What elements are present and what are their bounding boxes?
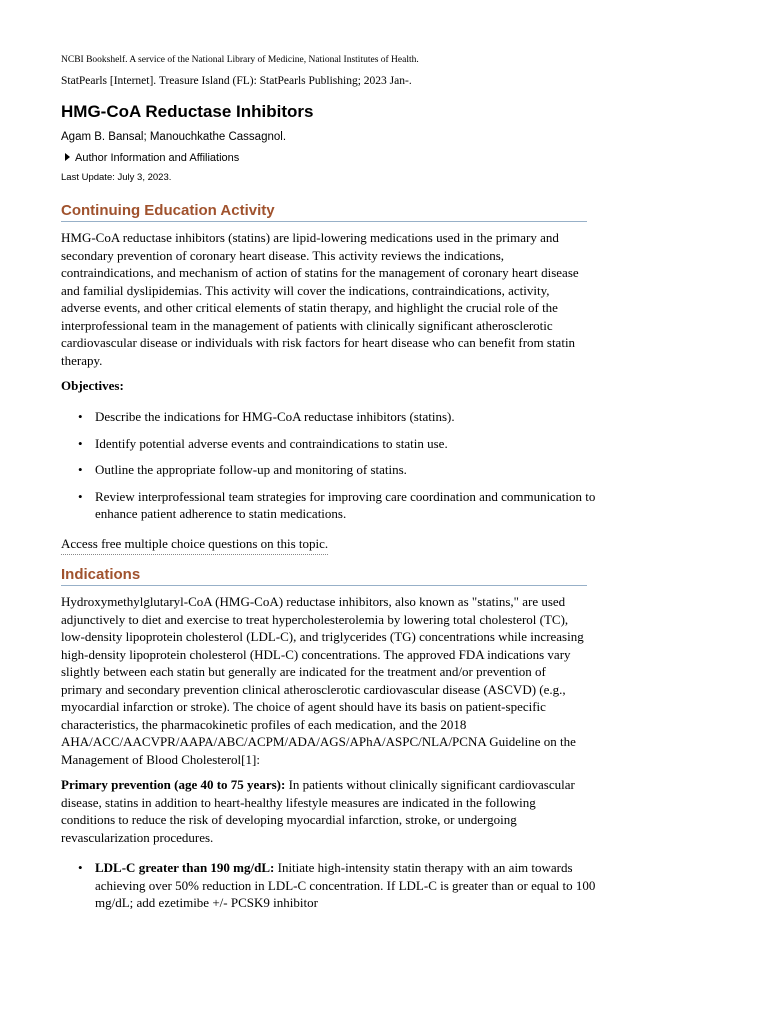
author-affiliations-toggle[interactable]: [65, 152, 239, 164]
list-item: • Review interprofessional team strategies for improving care coordination and communication to enhance patient adherence to statin medications.: [78, 488, 596, 521]
indications-paragraph: Hydroxymethylglutaryl-CoA (HMG-CoA) reductase inhibitors, also known as "statins," are used adjunctively to diet and exercise to treat hypercholesterolemia by lowering total cholesterol (TC), low-density lipoprotein cholesterol (LDL-C), and triglycerides (TG) concentrations while increasing high-density lipoprotein cholesterol (HDL-C) concentrations. The approved FDA indications vary slightly between each statin but generally are indicated for the treatment and/or prevention of primary and secondary prevention clinical atherosclerotic cardiovascular disease (ASCVD) (e.g., myocardial infarction or stroke). The choice of agent should have its basis on patient-specific characteristics, the pharmacokinetic profiles of each medication, and the 2018 AHA/ACC/AACVPR/AAPA/ABC/ACPM/ADA/AGS/APhA/ASPC/NLA/PCNA Guideline on the Management of Blood Cholesterol[1]:: [61, 594, 584, 767]
ldl-text: Initiate high-intensity statin therapy with an aim towards achieving over 50% reduction in LDL-C concentration. If LDL-C is greater than or equal to 100 mg/dL; add ezetimibe +/- PCSK9 inhibitor: [95, 860, 596, 910]
authors-line: Agam B. Bansal; Manouchkathe Cassagnol.: [61, 131, 287, 143]
objectives-label: Objectives:: [61, 378, 124, 393]
caret-right-icon: [65, 153, 70, 161]
section-heading-indications: Indications: [61, 566, 587, 586]
article-title: HMG-CoA Reductase Inhibitors: [61, 102, 314, 121]
bullet-icon: •: [78, 488, 83, 504]
primary-prevention-label: Primary prevention (age 40 to 75 years):: [61, 777, 286, 792]
bullet-icon: •: [78, 860, 83, 875]
affiliations-label: Author Information and Affiliations: [75, 152, 240, 164]
objectives-list: [61, 408, 621, 523]
list-item: [78, 859, 621, 912]
primary-prevention-text: In patients without clinically significant cardiovascular disease, statins in addition to heart-healthy lifestyle measures are indicated in the following conditions to reduce the risk of developing myocardial infarction, stroke, or undergoing revascularization procedures.: [61, 777, 575, 845]
bullet-icon: •: [78, 435, 83, 451]
indications-list: [61, 859, 621, 912]
list-item: • Identify potential adverse events and contraindications to statin use.: [78, 435, 448, 451]
citation-line: StatPearls [Internet]. Treasure Island (FL): StatPearls Publishing; 2023 Jan-.: [61, 75, 412, 87]
section-heading-continuing-education: Continuing Education Activity: [61, 202, 587, 222]
bullet-icon: •: [78, 409, 83, 424]
ldl-label: LDL-C greater than 190 mg/dL:: [95, 860, 275, 875]
bullet-icon: •: [78, 462, 83, 477]
ce-paragraph: HMG-CoA reductase inhibitors (statins) are lipid-lowering medications used in the primary and secondary prevention of coronary heart disease. This activity reviews the indications, contraindications, and mechanism of action of statins for the management of coronary heart disease and familial dyslipidemias. This activity will cover the indications, contraindications, activity, adverse events, and other critical elements of statin therapy, and highlight the crucial role of the interprofessional team in the management of patients with clinically significant atherosclerotic cardiovascular disease or individuals with risk factors for heart disease who can benefit from statin therapy.: [61, 230, 579, 368]
list-item: • Outline the appropriate follow-up and monitoring of statins.: [78, 462, 407, 477]
mcq-link[interactable]: Access free multiple choice questions on this topic.: [61, 535, 328, 555]
source-line: NCBI Bookshelf. A service of the National Library of Medicine, National Institutes of Health.: [61, 55, 419, 65]
list-item: • Describe the indications for HMG-CoA reductase inhibitors (statins).: [78, 409, 455, 424]
last-update: Last Update: July 3, 2023.: [61, 172, 172, 183]
primary-prevention-paragraph: [61, 776, 587, 846]
